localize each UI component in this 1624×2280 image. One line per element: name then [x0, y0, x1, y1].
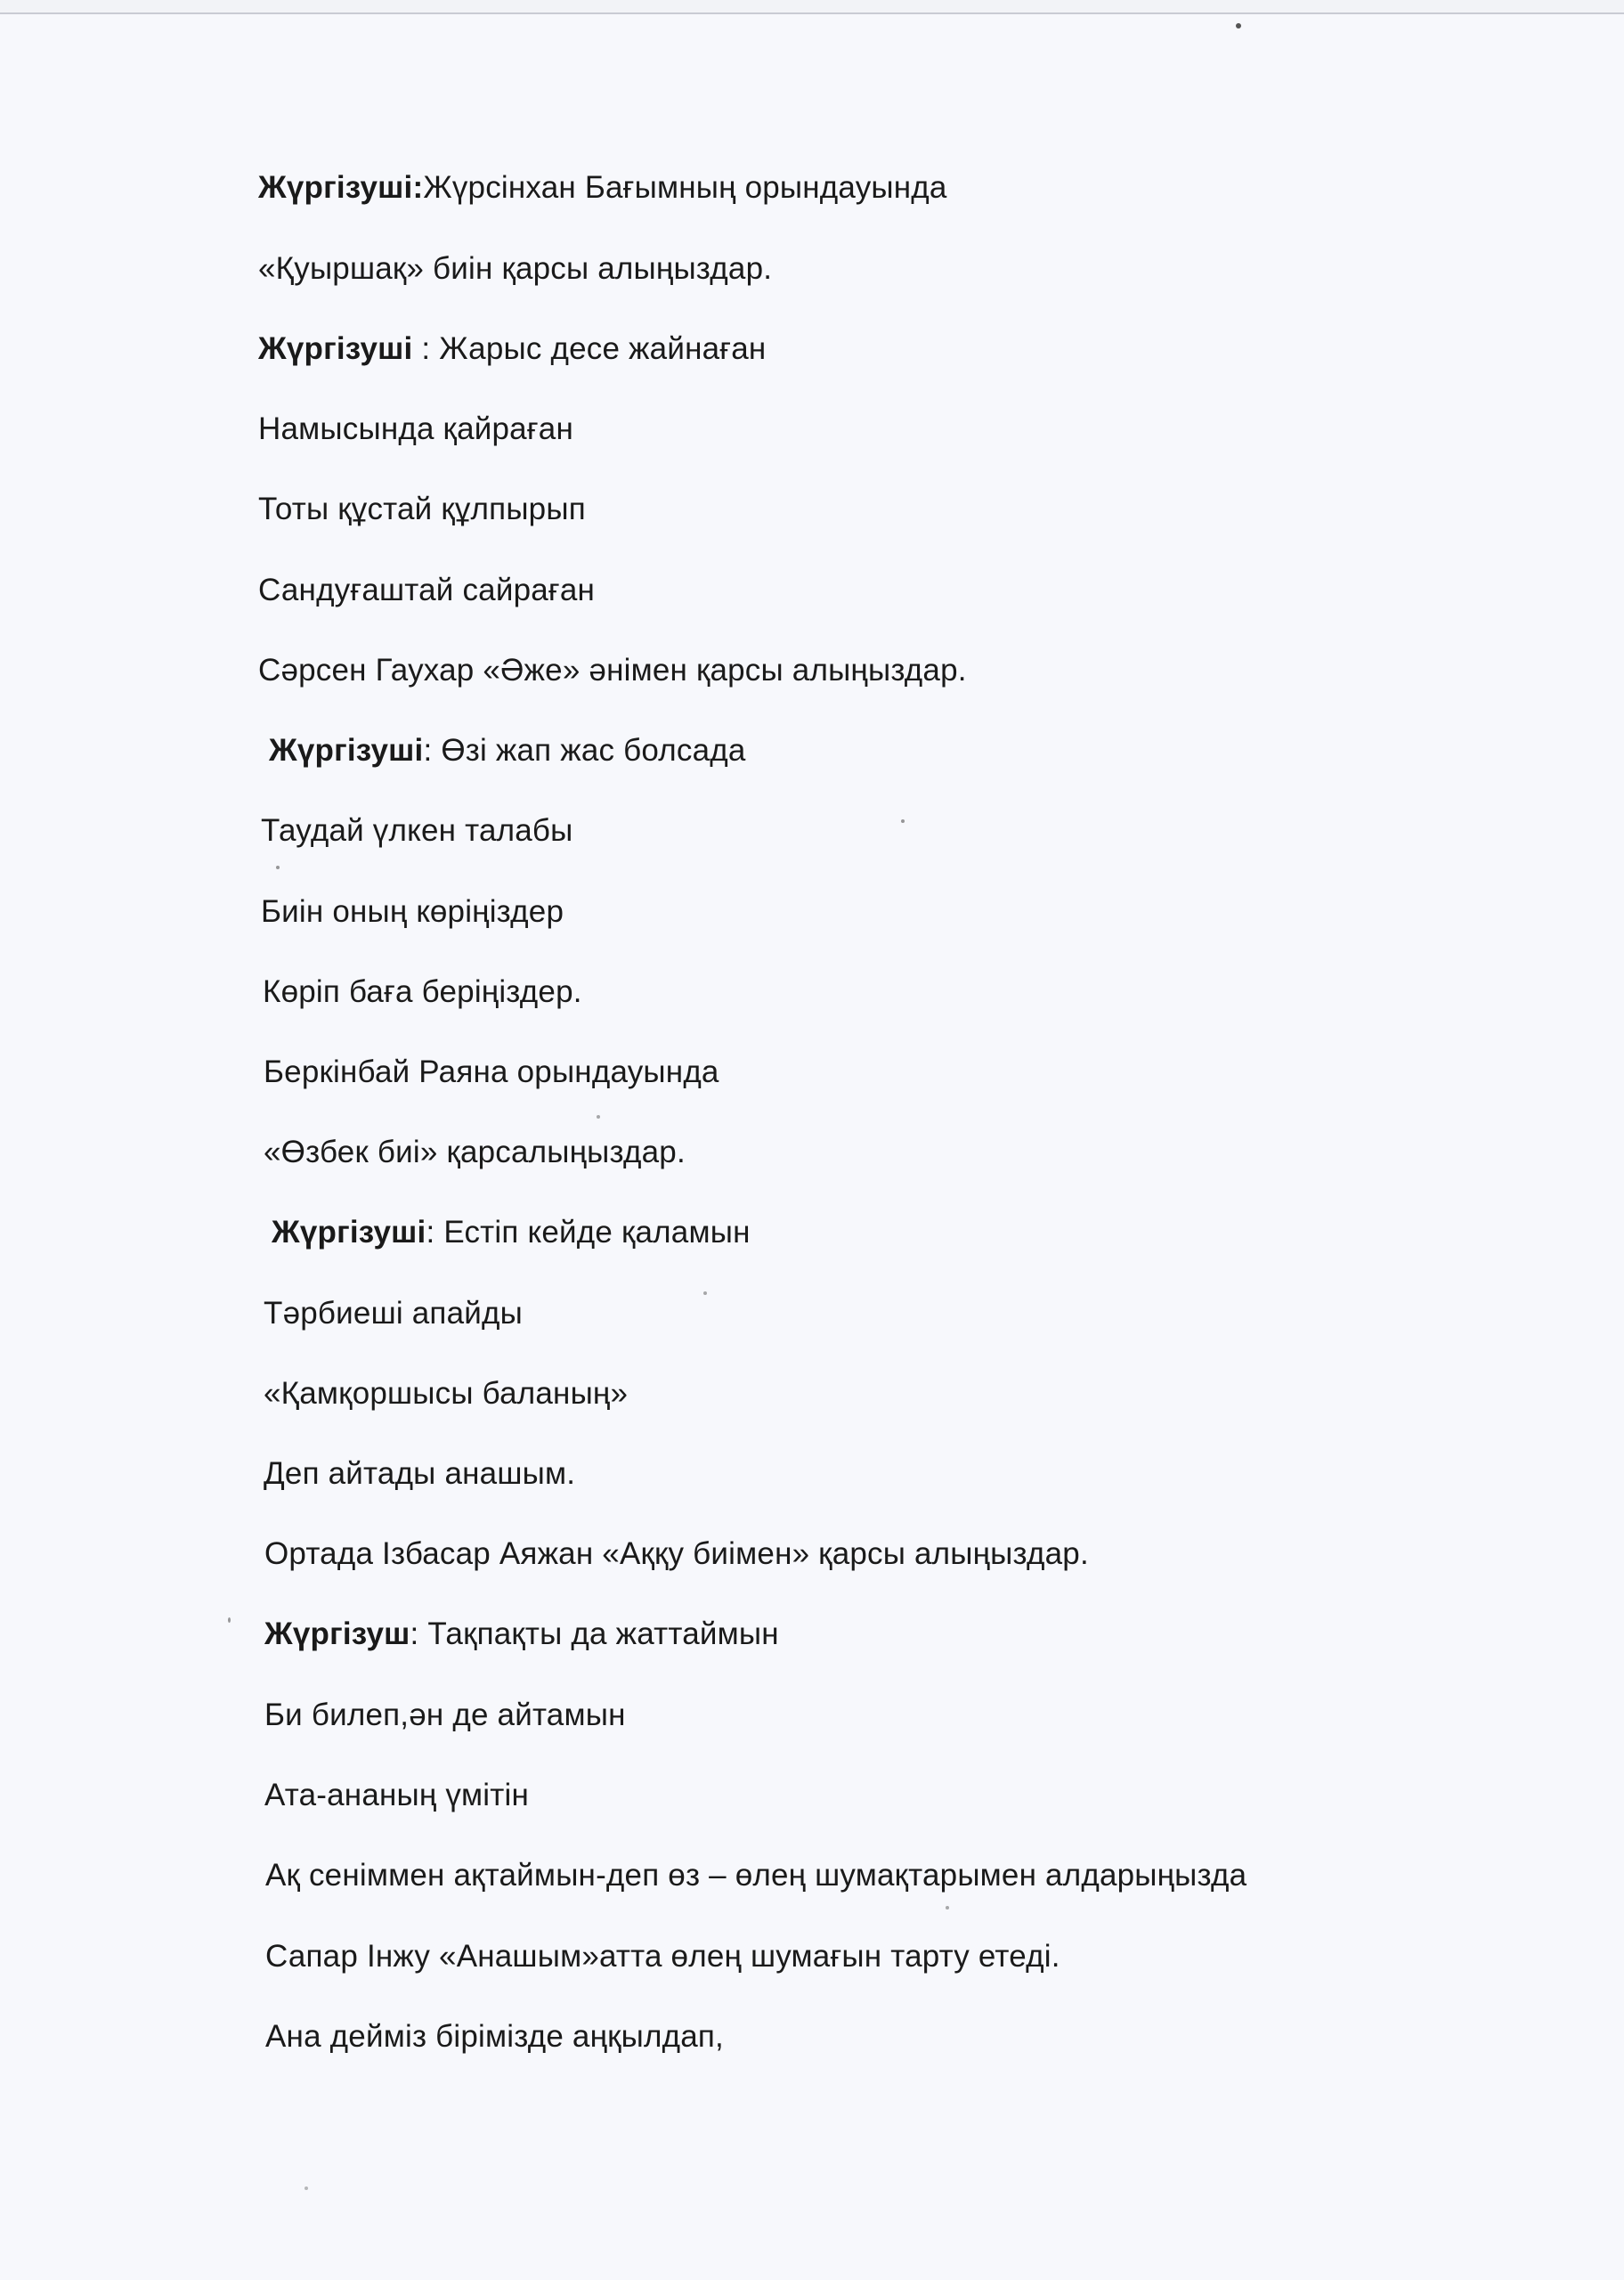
text-line — [258, 571, 595, 610]
text-line — [264, 1696, 626, 1735]
scan-speck — [946, 1906, 949, 1910]
text-line — [258, 410, 573, 449]
text-line — [264, 1454, 575, 1494]
line-text: Көріп баға беріңіздер. — [263, 974, 582, 1009]
line-text: Намысында қайраған — [258, 411, 573, 446]
line-text: «Өзбек биі» қарсалыңыздар. — [264, 1135, 686, 1169]
line-text: Сандуғаштай сайраған — [258, 573, 596, 607]
text-line — [265, 1856, 1246, 1895]
text-line — [264, 1053, 719, 1092]
scan-speck — [304, 2186, 308, 2190]
speaker-label: Жүргізуші — [269, 733, 424, 768]
text-line — [269, 731, 746, 770]
scan-speck — [703, 1291, 707, 1295]
speaker-label: Жүргізуш — [264, 1616, 410, 1651]
line-text: «Қуыршақ» биін қарсы алыңыздар. — [258, 251, 773, 286]
scan-speck — [228, 1617, 231, 1623]
line-text: Ата-ананың үмітін — [264, 1778, 530, 1812]
text-line — [258, 249, 772, 289]
line-text: : Естіп кейде қаламын — [426, 1215, 751, 1250]
text-line — [265, 1937, 1060, 1976]
line-text: Тоты құстай құлпырып — [258, 492, 586, 526]
line-text: Сәрсен Гаухар «Әже» әнімен қарсы алыңыздар. — [258, 653, 967, 688]
line-text: Тәрбиеші апайды — [264, 1296, 523, 1331]
line-text: Ортада Ізбасар Аяжан «Аққу биімен» қарсы алыңыздар. — [264, 1536, 1089, 1571]
line-text: : Өзі жап жас болсада — [423, 733, 746, 768]
line-text: Деп айтады анашым. — [264, 1456, 576, 1491]
line-text: Таудай үлкен талабы — [261, 813, 573, 848]
text-line — [258, 490, 586, 529]
scan-speck — [901, 819, 905, 823]
line-text: Беркінбай Раяна орындауында — [264, 1054, 719, 1089]
text-line — [264, 1776, 529, 1815]
scan-top-edge — [0, 0, 1624, 14]
speaker-label: Жүргізуші — [272, 1215, 426, 1250]
line-text: Би билеп,ән де айтамын — [264, 1698, 626, 1732]
text-line — [264, 1615, 779, 1654]
line-text: Сапар Інжу «Анашым»атта өлең шумағын тарту етеді. — [265, 1939, 1060, 1974]
text-line — [264, 1535, 1089, 1574]
text-line — [265, 2017, 724, 2056]
text-line — [258, 330, 766, 369]
text-line — [272, 1213, 751, 1252]
speaker-label: Жүргізуші: — [258, 170, 424, 205]
text-line — [264, 1294, 523, 1333]
text-line — [264, 1133, 686, 1172]
text-line — [261, 811, 573, 851]
text-line — [261, 892, 564, 932]
text-line — [264, 1374, 628, 1413]
scan-speck — [276, 866, 280, 869]
scan-speck — [597, 1115, 600, 1119]
line-text: Биін оның көріңіздер — [261, 894, 564, 929]
speaker-label: Жүргізуші — [258, 331, 413, 366]
line-text: Ана дейміз бірімізде аңқылдап, — [265, 2019, 724, 2054]
text-line — [263, 973, 582, 1012]
scan-speck — [1236, 23, 1241, 28]
line-text: : Тақпақты да жаттаймын — [410, 1616, 779, 1651]
text-line — [258, 651, 967, 690]
line-text: Ақ сеніммен ақтаймын-деп өз – өлең шумақтарымен алдарыңызда — [265, 1858, 1247, 1893]
line-text: : Жарыс десе жайнаған — [412, 331, 767, 366]
line-text: Жүрсінхан Бағымның орындауында — [423, 170, 947, 205]
line-text: «Қамқоршысы баланың» — [264, 1376, 629, 1411]
text-line — [258, 168, 947, 208]
